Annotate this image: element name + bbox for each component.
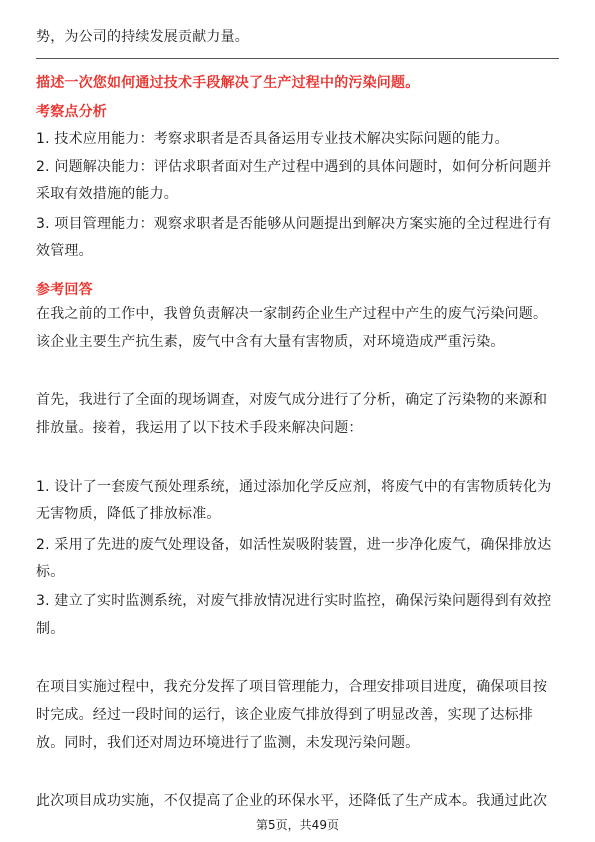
page-number-footer: 第5页，共49页	[256, 818, 339, 832]
answer-list-line: 2. 采用了先进的废气处理设备，如活性炭吸附装置，进一步净化废气，确保排放达	[36, 537, 552, 553]
analysis-line: 采取有效措施的能力。	[36, 186, 178, 202]
intro-tail-text: 势，为公司的持续发展贡献力量。	[36, 29, 249, 45]
answer-paragraph-line: 时完成。经过一段时间的运行，该企业废气排放得到了明显改善，实现了达标排	[36, 707, 533, 723]
answer-paragraph-line: 排放量。接着，我运用了以下技术手段来解决问题：	[36, 420, 363, 436]
answer-paragraph-line: 此次项目成功实施，不仅提高了企业的环保水平，还降低了生产成本。我通过此次	[36, 793, 548, 809]
answer-paragraph-line: 该企业主要生产抗生素，废气中含有大量有害物质，对环境造成严重污染。	[36, 334, 505, 350]
answer-list-line: 制。	[36, 621, 65, 637]
section-divider	[36, 58, 559, 59]
answer-paragraph-line: 在我之前的工作中，我曾负责解决一家制药企业生产过程中产生的废气污染问题。	[36, 306, 548, 322]
answer-paragraph-line: 在项目实施过程中，我充分发挥了项目管理能力，合理安排项目进度，确保项目按	[36, 679, 548, 695]
answer-paragraph-line: 放。同时，我们还对周边环境进行了监测，未发现污染问题。	[36, 735, 420, 751]
analysis-line: 3. 项目管理能力：观察求职者是否能够从问题提出到解决方案实施的全过程进行有	[36, 216, 552, 232]
analysis-heading: 考察点分析	[36, 104, 107, 120]
answer-list-line: 3. 建立了实时监测系统，对废气排放情况进行实时监控，确保污染问题得到有效控	[36, 593, 552, 609]
analysis-line: 2. 问题解决能力：评估求职者面对生产过程中遇到的具体问题时，如何分析问题并	[36, 159, 552, 175]
answer-list-line: 无害物质，降低了排放标准。	[36, 506, 221, 522]
analysis-line: 效管理。	[36, 243, 93, 259]
question-title: 描述一次您如何通过技术手段解决了生产过程中的污染问题。	[36, 75, 420, 91]
analysis-line: 1. 技术应用能力：考察求职者是否具备运用专业技术解决实际问题的能力。	[36, 131, 509, 147]
answer-paragraph-line: 首先，我进行了全面的现场调查，对废气成分进行了分析，确定了污染物的来源和	[36, 392, 548, 408]
answer-heading: 参考回答	[36, 282, 93, 298]
answer-list-line: 1. 设计了一套废气预处理系统，通过添加化学反应剂，将废气中的有害物质转化为	[36, 479, 552, 495]
answer-list-line: 标。	[36, 564, 65, 580]
